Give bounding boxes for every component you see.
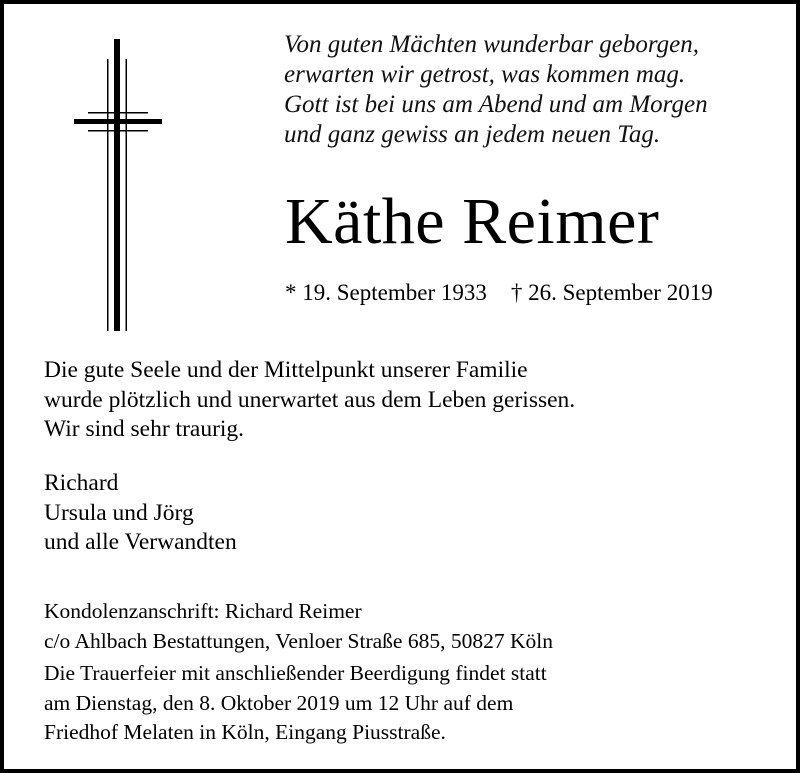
mourner-line: Richard <box>44 470 119 496</box>
cross-icon <box>74 39 162 331</box>
condolence-line: c/o Ahlbach Bestattungen, Venloer Straße 685, 50827 Köln <box>44 628 553 653</box>
death-date: † 26. September 2019 <box>510 280 713 305</box>
mourner-line: und alle Verwandten <box>44 529 237 555</box>
message-line: Wir sind sehr traurig. <box>44 416 245 442</box>
ceremony-line: am Dienstag, den 8. Oktober 2019 um 12 Uhr auf dem <box>44 690 514 715</box>
condolence-address <box>44 597 553 656</box>
funeral-info <box>44 659 547 748</box>
ceremony-line: Die Trauerfeier mit anschließender Beerdigung findet statt <box>44 661 547 685</box>
message-line: Die gute Seele und der Mittelpunkt unserer Familie <box>44 357 528 383</box>
birth-date: * 19. September 1933 <box>285 280 487 305</box>
mourners-list <box>44 469 237 558</box>
poem-line: und ganz gewiss an jedem neuen Tag. <box>284 121 661 148</box>
mourner-line: Ursula und Jörg <box>44 499 194 526</box>
life-dates <box>285 278 713 308</box>
poem-line: Von guten Mächten wunderbar geborgen, <box>284 31 699 58</box>
family-message <box>44 356 575 445</box>
deceased-name: Käthe Reimer <box>285 185 660 258</box>
ceremony-line: Friedhof Melaten in Köln, Eingang Piusstraße. <box>44 720 446 744</box>
poem-line: erwarten wir getrost, was kommen mag. <box>284 61 686 88</box>
message-line: wurde plötzlich und unerwartet aus dem Leben gerissen. <box>44 386 576 413</box>
poem-verse <box>284 30 784 150</box>
condolence-line: Kondolenzanschrift: Richard Reimer <box>44 599 362 623</box>
poem-line: Gott ist bei uns am Abend und am Morgen <box>284 91 708 118</box>
